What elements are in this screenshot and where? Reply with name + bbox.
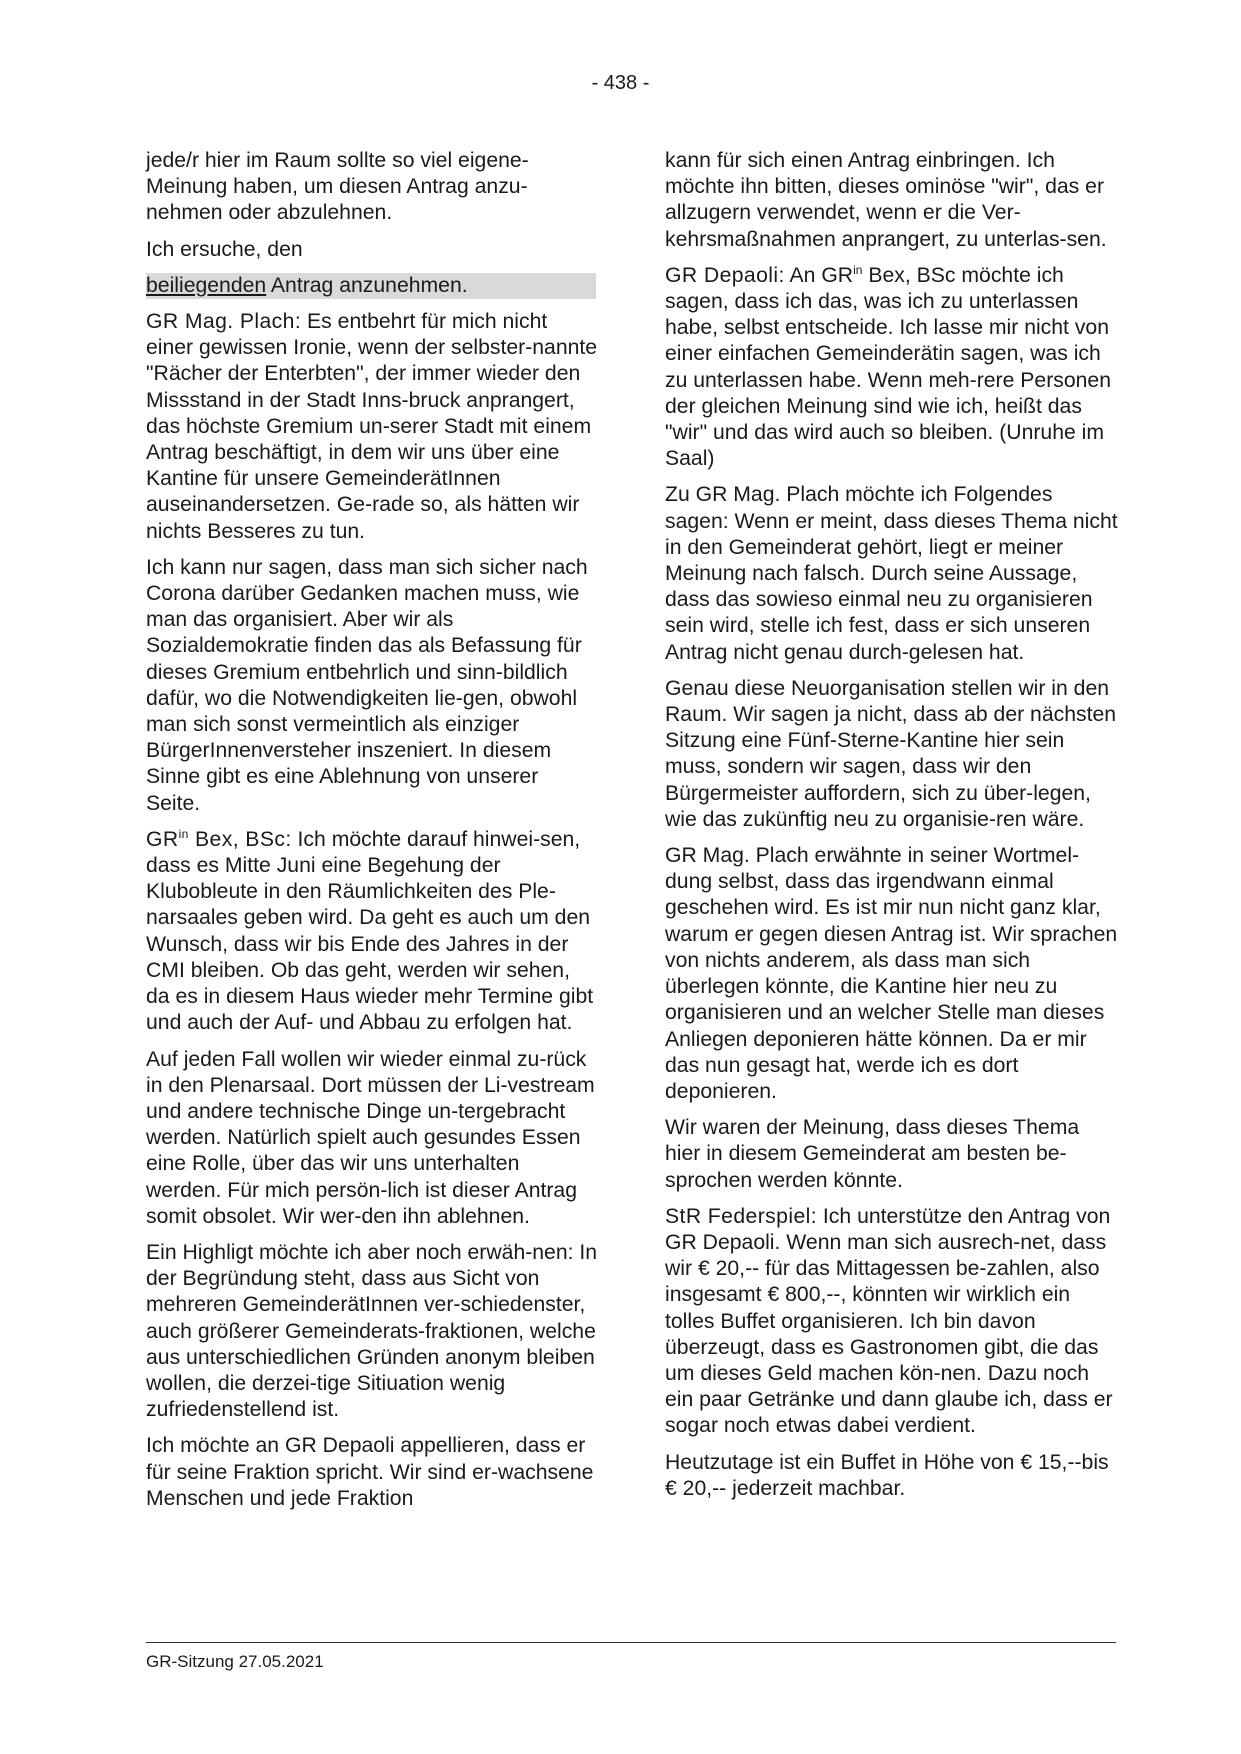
paragraph: Wir waren der Meinung, dass dieses Thema hier in diesem Gemeinderat am besten be-sprochen werden könnte. <box>665 1116 1080 1192</box>
speaker-title: GR <box>146 827 179 851</box>
paragraph-text: Bex, BSc möchte ich sagen, dass ich das, was ich zu unterlassen habe, selbst entscheide. Ich lasse mir nicht von einer einfachen Gemeinderätin sagen, was ich zu unterlassen habe. Wenn meh-rere Personen der gleichen Meinung sind wie ich, heißt das "wir" und das wird auch so bleiben. (Unruhe im Saal) <box>665 263 1111 471</box>
paragraph: GR Mag. Plach erwähnte in seiner Wortmel-dung selbst, dass das irgendwann einmal geschehen wird. Es ist mir nun nicht ganz klar, warum er gegen diesen Antrag ist. Wir sprachen von nichts anderem, als dass man sich überlegen könnte, die Kantine hier neu zu organisieren und an welcher Stelle man dieses Anliegen deponieren hätte können. Da er mir das nun gesagt hat, werde ich es dort deponieren. <box>665 844 1118 1103</box>
page-number: - 438 - <box>591 72 650 94</box>
underlined-word: beiliegenden <box>146 273 267 297</box>
paragraph <box>146 827 598 1037</box>
right-column <box>665 148 1120 1512</box>
paragraph: Genau diese Neuorganisation stellen wir in den Raum. Wir sagen ja nicht, dass ab der nächsten Sitzung eine Fünf-Sterne-Kantine hier sein muss, sondern wir sagen, dass wir den Bürgermeister auffordern, sich zu über-legen, wie das zukünftig neu zu organisie-ren wäre. <box>665 676 1117 831</box>
paragraph <box>665 1204 1120 1440</box>
paragraph <box>665 263 1120 473</box>
paragraph: Ich kann nur sagen, dass man sich sicher nach Corona darüber Gedanken machen muss, wie man das organisiert. Aber wir als Sozialdemokratie finden das als Befassung für dieses Gremium entbehrlich und sinn-bildlich dafür, wo die Notwendigkeiten lie-gen, obwohl man sich sonst vermeintlich als einziger BürgerInnenversteher inszeniert. In diesem Sinne gibt es eine Ablehnung von unserer Seite. <box>146 555 588 815</box>
speaker-name <box>146 828 292 851</box>
highlighted-paragraph <box>146 273 596 299</box>
paragraph-text: Es entbehrt für mich nicht einer gewissen Ironie, wenn der selbster-nannte "Rächer der Enterbten", der immer wieder den Missstand in der Stadt Inns-bruck anprangert, das höchste Gremium un-serer Stadt mit einem Antrag beschäftigt, in dem wir uns über eine Kantine für unsere GemeinderätInnen auseinandersetzen. Ge-rade so, als hätten wir nichts Besseres zu tun. <box>146 310 598 543</box>
paragraph-text: Ich möchte darauf hinwei-sen, dass es Mitte Juni eine Begehung der Klubobleute in den Räumlichkeiten des Ple-narsaales geben wird. Da geht es auch um den Wunsch, dass wir bis Ende des Jahres in der CMI bleiben. Ob das geht, werden wir sehen, da es in diesem Haus wieder mehr Termine gibt und auch der Auf- und Abbau zu erfolgen hat. <box>146 827 594 1035</box>
paragraph: jede/r hier im Raum sollte so viel eigene-Meinung haben, um diesen Antrag anzu-nehmen oder abzulehnen. <box>146 149 529 225</box>
paragraph: Ich ersuche, den <box>146 237 303 261</box>
paragraph: Auf jeden Fall wollen wir wieder einmal zu-rück in den Plenarsaal. Dort müssen der Li-vestream und andere technische Dinge un-tergebracht werden. Natürlich spielt auch gesundes Essen eine Rolle, über das wir uns unterhalten werden. Für mich persön-lich ist dieser Antrag somit obsolet. Wir wer-den ihn ablehnen. <box>146 1047 595 1228</box>
paragraph-text: An GR <box>784 263 854 287</box>
speaker-name: GR Mag. Plach: <box>146 310 302 334</box>
paragraph-text: Antrag anzunehmen. <box>266 273 468 297</box>
paragraph: Ein Highligt möchte ich aber noch erwäh-nen: In der Begründung steht, dass aus Sicht von mehreren GemeinderätInnen ver-schiedenster, auch größerer Gemeinderats-fraktionen, welche aus unterschiedlichen Gründen anonym bleiben wollen, die derzei-tige Sitiuation wenig zufriedenstellend ist. <box>146 1240 598 1422</box>
footer-divider <box>146 1642 1116 1643</box>
speaker-title-rest: Bex, BSc: <box>188 827 292 851</box>
paragraph: Zu GR Mag. Plach möchte ich Folgendes sagen: Wenn er meint, dass dieses Thema nicht in den Gemeinderat gehört, liegt er meiner Meinung nach falsch. Durch seine Aussage, dass das sowieso einmal neu zu organisieren sein wird, stelle ich fest, dass er sich unseren Antrag nicht genau durch-gelesen hat. <box>665 483 1118 664</box>
left-column <box>146 148 598 1522</box>
paragraph: Ich möchte an GR Depaoli appellieren, dass er für seine Fraktion spricht. Wir sind er-wachsene Menschen und jede Fraktion <box>146 1434 594 1510</box>
footer-text: GR-Sitzung 27.05.2021 <box>146 1652 324 1671</box>
speaker-title-sup: in <box>178 826 189 841</box>
paragraph: kann für sich einen Antrag einbringen. Ich möchte ihn bitten, dieses ominöse "wir", das er allzugern verwendet, wenn er die Ver-kehrsmaßnahmen anprangert, zu unterlas-sen. <box>665 149 1107 251</box>
speaker-name: GR Depaoli: <box>665 263 785 287</box>
paragraph-text: Ich unterstütze den Antrag von GR Depaoli. Wenn man sich ausrech-net, dass wir € 20,-- für das Mittagessen be-zahlen, also insgesamt € 800,--, könnten wir wirklich ein tolles Buffet organisieren. Ich bin davon überzeugt, dass es Gastronomen gibt, die das um dieses Geld machen kön-nen. Dazu noch ein paar Getränke und dann glaube ich, dass er sogar noch etwas dabei verdient. <box>665 1204 1113 1438</box>
paragraph <box>146 309 598 545</box>
speaker-name: StR Federspiel: <box>665 1204 818 1228</box>
superscript: in <box>853 262 863 277</box>
paragraph: Heutzutage ist ein Buffet in Höhe von € 15,--bis € 20,-- jederzeit machbar. <box>665 1450 1109 1500</box>
